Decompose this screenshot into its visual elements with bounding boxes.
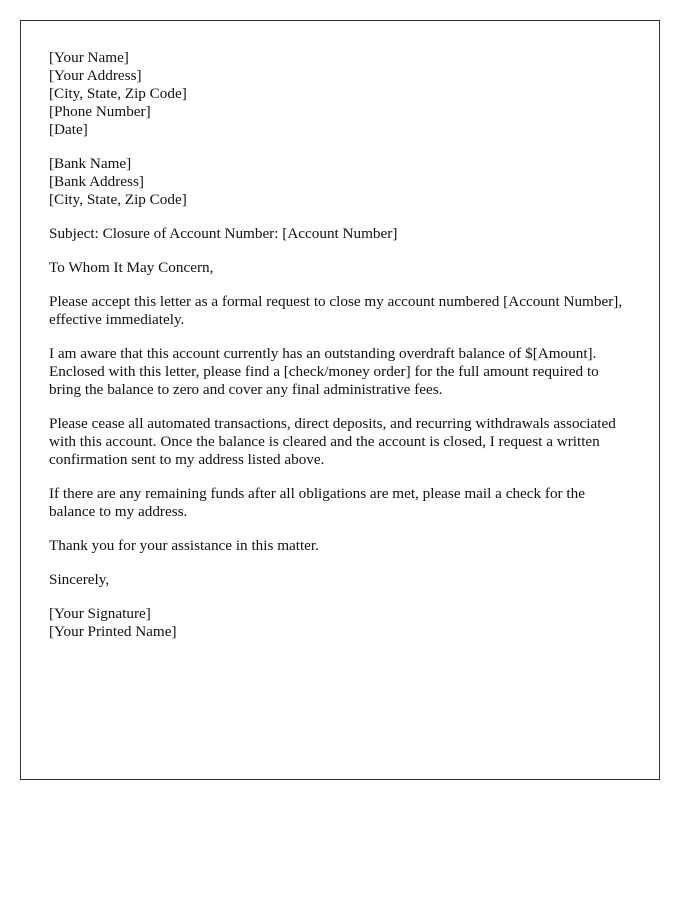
printed-name: [Your Printed Name] xyxy=(49,623,177,640)
sender-block xyxy=(49,49,634,139)
closing: Sincerely, xyxy=(49,571,110,588)
paragraph-thank-you: Thank you for your assistance in this matter. xyxy=(49,537,319,554)
letter-page xyxy=(20,20,660,780)
signature-line: [Your Signature] xyxy=(49,605,151,622)
sender-city-state-zip: [City, State, Zip Code] xyxy=(49,85,187,102)
recipient-city-state-zip: [City, State, Zip Code] xyxy=(49,191,187,208)
sender-phone: [Phone Number] xyxy=(49,103,151,120)
recipient-block xyxy=(49,155,634,209)
paragraph-remaining-funds: If there are any remaining funds after all obligations are met, please mail a check for the balance to my address. xyxy=(49,485,585,520)
salutation: To Whom It May Concern, xyxy=(49,259,214,276)
paragraph-cease-transactions: Please cease all automated transactions, direct deposits, and recurring withdrawals associated with this account. Once the balance is cleared and the account is closed, I request a written confirmation sent to my address listed above. xyxy=(49,415,616,468)
paragraph-overdraft-payment: I am aware that this account currently has an outstanding overdraft balance of $[Amount]. Enclosed with this letter, please find a [check/money order] for the full amount required to bring the balance to zero and cover any final administrative fees. xyxy=(49,345,599,398)
sender-name: [Your Name] xyxy=(49,49,129,66)
recipient-bank-address: [Bank Address] xyxy=(49,173,144,190)
signature-block xyxy=(49,605,634,641)
letter-body xyxy=(49,49,634,657)
letter-date: [Date] xyxy=(49,121,88,138)
paragraph-close-request: Please accept this letter as a formal request to close my account numbered [Account Number], effective immediately. xyxy=(49,293,623,328)
subject-line: Subject: Closure of Account Number: [Account Number] xyxy=(49,225,398,242)
sender-address: [Your Address] xyxy=(49,67,142,84)
recipient-bank-name: [Bank Name] xyxy=(49,155,132,172)
